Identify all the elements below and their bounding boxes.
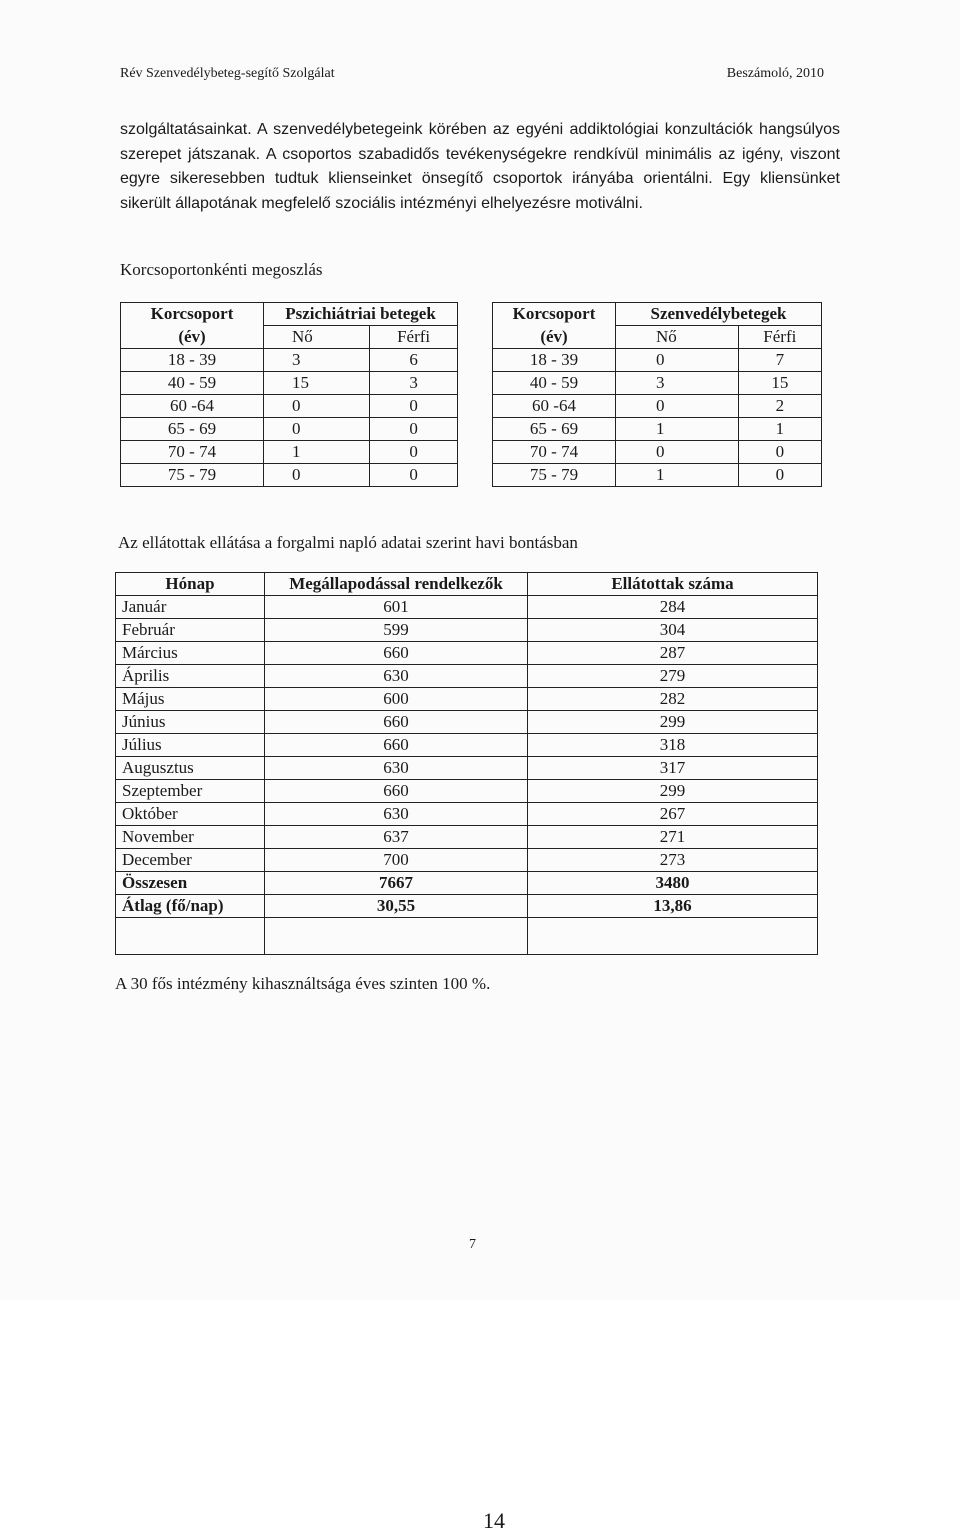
male-count-cell: 0	[370, 464, 458, 487]
female-count-cell: 1	[264, 441, 370, 464]
month-cell: November	[116, 826, 265, 849]
month-cell: Május	[116, 688, 265, 711]
served-cell: 284	[528, 596, 818, 619]
month-row	[116, 688, 818, 711]
age-cell: 65 - 69	[493, 418, 616, 441]
empty-cell	[265, 918, 528, 955]
average-agreements: 30,55	[265, 895, 528, 918]
female-count-cell: 3	[264, 349, 370, 372]
age-row	[493, 418, 822, 441]
month-row	[116, 849, 818, 872]
female-count-cell: 0	[264, 418, 370, 441]
female-count-cell: 1	[616, 464, 739, 487]
total-label: Összesen	[116, 872, 265, 895]
month-row	[116, 826, 818, 849]
month-row	[116, 734, 818, 757]
monthly-table	[115, 572, 818, 955]
age-cell: 75 - 79	[493, 464, 616, 487]
month-cell: Február	[116, 619, 265, 642]
empty-cell	[528, 918, 818, 955]
header-organization: Rév Szenvedélybeteg-segítő Szolgálat	[120, 66, 335, 81]
female-header: Nő	[264, 326, 370, 349]
month-cell: Július	[116, 734, 265, 757]
female-count-cell: 0	[264, 395, 370, 418]
male-count-cell: 3	[370, 372, 458, 395]
page-number-small: 7	[469, 1237, 476, 1252]
male-count-cell: 15	[738, 372, 821, 395]
age-row	[493, 395, 822, 418]
total-agreements: 7667	[265, 872, 528, 895]
age-group-header: Korcsoport	[121, 303, 264, 326]
age-row	[121, 441, 458, 464]
agreements-cell: 660	[265, 642, 528, 665]
age-distribution-caption: Korcsoportonkénti megoszlás	[120, 260, 323, 279]
served-cell: 271	[528, 826, 818, 849]
served-cell: 317	[528, 757, 818, 780]
month-cell: Március	[116, 642, 265, 665]
served-cell: 318	[528, 734, 818, 757]
agreements-cell: 630	[265, 665, 528, 688]
average-served: 13,86	[528, 895, 818, 918]
age-unit-header: (év)	[493, 326, 616, 349]
empty-cell	[116, 918, 265, 955]
total-served: 3480	[528, 872, 818, 895]
female-count-cell: 1	[616, 418, 739, 441]
female-count-cell: 0	[264, 464, 370, 487]
male-count-cell: 6	[370, 349, 458, 372]
served-cell: 299	[528, 780, 818, 803]
month-row	[116, 780, 818, 803]
utilization-summary: A 30 fős intézmény kihasználtsága éves szinten 100 %.	[115, 974, 491, 993]
age-row	[493, 464, 822, 487]
agreements-cell: 660	[265, 734, 528, 757]
female-count-cell: 3	[616, 372, 739, 395]
male-count-cell: 0	[370, 395, 458, 418]
age-cell: 18 - 39	[493, 349, 616, 372]
addiction-header: Szenvedélybetegek	[616, 303, 822, 326]
served-cell: 304	[528, 619, 818, 642]
agreements-cell: 637	[265, 826, 528, 849]
served-cell: 273	[528, 849, 818, 872]
month-row	[116, 619, 818, 642]
agreements-cell: 700	[265, 849, 528, 872]
agreements-column-header: Megállapodással rendelkezők	[265, 573, 528, 596]
age-row	[493, 349, 822, 372]
month-row	[116, 757, 818, 780]
age-group-header: Korcsoport	[493, 303, 616, 326]
agreements-cell: 600	[265, 688, 528, 711]
female-count-cell: 0	[616, 349, 739, 372]
age-cell: 75 - 79	[121, 464, 264, 487]
month-cell: Január	[116, 596, 265, 619]
agreements-cell: 599	[265, 619, 528, 642]
female-count-cell: 0	[616, 395, 739, 418]
age-unit-header: (év)	[121, 326, 264, 349]
male-count-cell: 0	[738, 441, 821, 464]
male-count-cell: 0	[738, 464, 821, 487]
addiction-age-table	[492, 302, 822, 487]
month-row	[116, 803, 818, 826]
agreements-cell: 660	[265, 711, 528, 734]
month-row	[116, 642, 818, 665]
monthly-caption: Az ellátottak ellátása a forgalmi napló adatai szerint havi bontásban	[118, 533, 578, 552]
age-cell: 18 - 39	[121, 349, 264, 372]
age-row	[121, 395, 458, 418]
month-column-header: Hónap	[116, 573, 265, 596]
age-cell: 60 -64	[493, 395, 616, 418]
served-column-header: Ellátottak száma	[528, 573, 818, 596]
age-cell: 70 - 74	[493, 441, 616, 464]
intro-paragraph: szolgáltatásainkat. A szenvedélybetegeink körében az egyéni addiktológiai konzultációk hangsúlyos szerepet játszanak. A csoportos szabadidős tevékenységekre rendkívül minimális az igény, viszont egyre sikeresebben tudtuk klienseinket önsegítő csoportok irányába orientálni. Egy kliensünket sikerült állapotának megfelelő szociális intézményi elhelyezésre motiválni.	[120, 121, 840, 212]
age-cell: 70 - 74	[121, 441, 264, 464]
month-row	[116, 711, 818, 734]
month-row	[116, 596, 818, 619]
month-cell: Október	[116, 803, 265, 826]
page-number: 14	[483, 1508, 505, 1533]
month-cell: Április	[116, 665, 265, 688]
month-row	[116, 665, 818, 688]
psychiatric-age-table	[120, 302, 458, 487]
age-cell: 60 -64	[121, 395, 264, 418]
age-row	[121, 464, 458, 487]
age-cell: 40 - 59	[121, 372, 264, 395]
agreements-cell: 630	[265, 757, 528, 780]
male-count-cell: 0	[370, 418, 458, 441]
month-cell: December	[116, 849, 265, 872]
agreements-cell: 660	[265, 780, 528, 803]
average-label: Átlag (fő/nap)	[116, 895, 265, 918]
male-count-cell: 2	[738, 395, 821, 418]
age-cell: 40 - 59	[493, 372, 616, 395]
age-row	[493, 441, 822, 464]
age-row	[121, 372, 458, 395]
agreements-cell: 630	[265, 803, 528, 826]
female-header: Nő	[616, 326, 739, 349]
age-row	[121, 418, 458, 441]
male-header: Férfi	[738, 326, 821, 349]
served-cell: 279	[528, 665, 818, 688]
agreements-cell: 601	[265, 596, 528, 619]
served-cell: 282	[528, 688, 818, 711]
age-cell: 65 - 69	[121, 418, 264, 441]
age-row	[121, 349, 458, 372]
header-report-title: Beszámoló, 2010	[726, 66, 824, 81]
female-count-cell: 15	[264, 372, 370, 395]
month-cell: Szeptember	[116, 780, 265, 803]
psychiatric-header: Pszichiátriai betegek	[264, 303, 458, 326]
served-cell: 287	[528, 642, 818, 665]
served-cell: 267	[528, 803, 818, 826]
male-header: Férfi	[370, 326, 458, 349]
female-count-cell: 0	[616, 441, 739, 464]
month-cell: Augusztus	[116, 757, 265, 780]
age-row	[493, 372, 822, 395]
male-count-cell: 1	[738, 418, 821, 441]
male-count-cell: 0	[370, 441, 458, 464]
served-cell: 299	[528, 711, 818, 734]
month-cell: Június	[116, 711, 265, 734]
male-count-cell: 7	[738, 349, 821, 372]
